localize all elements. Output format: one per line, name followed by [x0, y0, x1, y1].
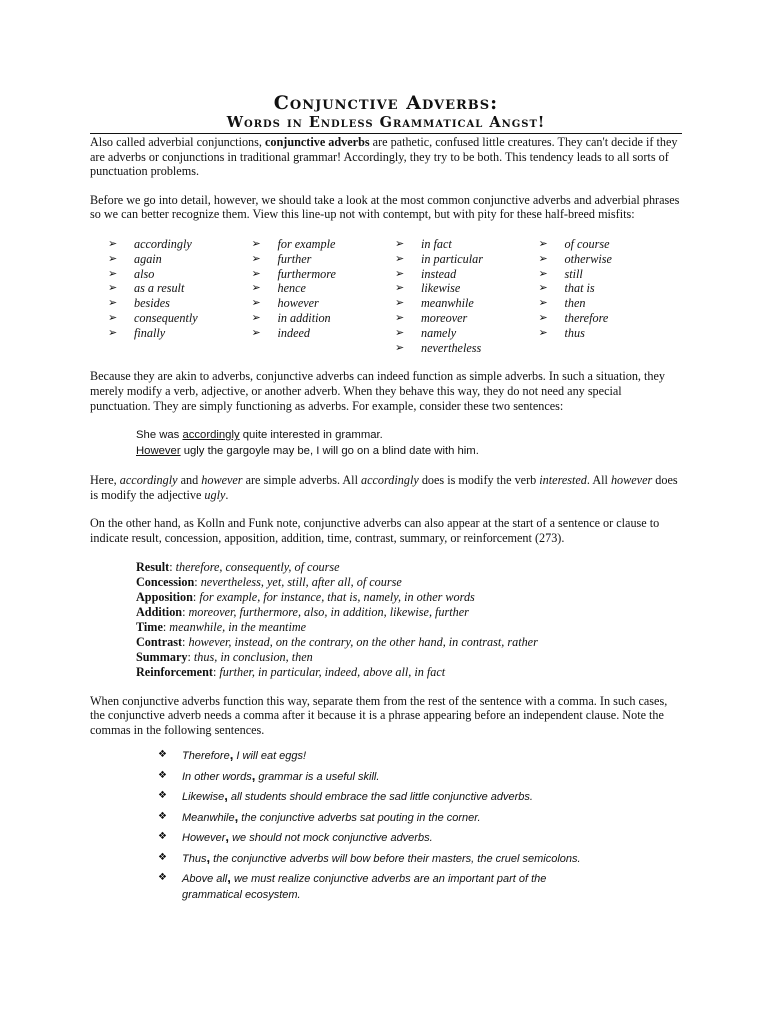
category-items: however, instead, on the contrary, on the other hand, in contrast, rather [188, 634, 538, 649]
example-lead: Therefore [182, 750, 230, 763]
example-rest: grammar is a useful skill. [255, 770, 380, 783]
arrow-bullet-icon: ➢ [538, 325, 548, 339]
arrow-bullet-icon: ➢ [538, 266, 548, 280]
adverb-item [252, 237, 396, 252]
adverb-word: meanwhile [421, 296, 474, 311]
comma-example [158, 829, 682, 847]
comma-example [158, 870, 682, 903]
arrow-bullet-icon: ➢ [395, 266, 405, 280]
example-rest: we must realize conjunctive adverbs are an important part of the grammatical ecosystem. [182, 873, 547, 901]
example-comma: , [234, 808, 239, 824]
comma-example-text [182, 788, 602, 806]
adverb-item [539, 281, 683, 296]
comma-example [158, 747, 682, 765]
adverb-item [252, 326, 396, 341]
adverb-word: again [134, 251, 162, 266]
example-comma: , [229, 747, 234, 763]
arrow-bullet-icon: ➢ [251, 236, 261, 250]
arrow-bullet-icon: ➢ [251, 325, 261, 339]
example-comma: , [224, 788, 228, 804]
adverb-columns [108, 237, 682, 355]
arrow-bullet-icon: ➢ [395, 325, 405, 339]
expl-text: does is modify the verb [418, 473, 540, 488]
example-lead: In other words [182, 770, 252, 783]
adverb-word: in addition [277, 310, 331, 325]
diamond-bullet-icon: ❖ [158, 810, 167, 822]
adverb-item [539, 252, 683, 267]
document-page [90, 92, 682, 906]
simple-examples [136, 427, 682, 459]
arrow-bullet-icon: ➢ [395, 281, 405, 295]
comma-example-text [182, 850, 602, 868]
adverb-word: in particular [421, 251, 483, 266]
arrow-bullet-icon: ➢ [395, 251, 405, 265]
adverb-item [395, 326, 539, 341]
adverb-item [395, 281, 539, 296]
expl-italic: accordingly [119, 473, 178, 488]
diamond-bullet-icon: ❖ [158, 769, 167, 781]
adverb-item [252, 311, 396, 326]
adverb-item [252, 281, 396, 296]
example-lead: However [182, 832, 226, 845]
adverb-item [539, 326, 683, 341]
adverb-word: therefore [564, 310, 609, 325]
category-line: Summary: thus, in conclusion, then [136, 649, 313, 664]
category-items: therefore, consequently, of course [175, 559, 340, 574]
adverb-item [108, 311, 252, 326]
comma-example-text [182, 870, 602, 903]
comma-example [158, 788, 682, 806]
adverb-word: however [277, 296, 319, 311]
example-lead: Thus [182, 852, 207, 865]
adverb-column [252, 237, 396, 355]
category-items: moreover, furthermore, also, in addition, likewise, further [188, 604, 469, 619]
arrow-bullet-icon: ➢ [108, 236, 118, 250]
diamond-bullet-icon: ❖ [158, 851, 167, 863]
adverb-word: furthermore [277, 266, 336, 281]
arrow-bullet-icon: ➢ [538, 296, 548, 310]
adverb-word: then [564, 296, 586, 311]
adverb-word: further [277, 251, 312, 266]
simple-adverb-paragraph: Because they are akin to adverbs, conjunctive adverbs can indeed function as simple adverbs. In such a situation, they merely modify a verb, adjective, or another adverb. When they behave this way, they do not need any special punctuation. They are simply functioning as adverbs. For example, consider these two sentences: [90, 369, 665, 413]
adverb-word: of course [564, 236, 610, 251]
adverb-word: consequently [134, 310, 198, 325]
category-line: Apposition: for example, for instance, that is, namely, in other words [136, 589, 475, 604]
adverb-item [539, 311, 683, 326]
page-subtitle: Words in Endless Grammatical Angst! [90, 114, 682, 134]
arrow-bullet-icon: ➢ [538, 310, 548, 324]
comma-example [158, 809, 682, 827]
adverb-word: besides [134, 296, 170, 311]
example-2-end: ugly the gargoyle may be, I will go on a blind date with him. [180, 445, 479, 458]
diamond-bullet-icon: ❖ [158, 749, 167, 761]
intro-paragraph [90, 135, 682, 179]
arrow-bullet-icon: ➢ [251, 266, 261, 280]
category-label: Addition [136, 604, 183, 619]
diamond-bullet-icon: ❖ [158, 831, 167, 843]
example-lead: Above all [182, 873, 228, 886]
adverb-item [252, 267, 396, 282]
adverb-item [252, 252, 396, 267]
arrow-bullet-icon: ➢ [108, 296, 118, 310]
category-items: thus, in conclusion, then [193, 649, 313, 664]
category-line: Contrast: however, instead, on the contrary, on the other hand, in contrast, rather [136, 634, 538, 649]
adverb-word: instead [421, 266, 457, 281]
page-title: Conjunctive Adverbs: [273, 92, 499, 114]
example-comma: , [225, 829, 230, 845]
expl-text: are simple adverbs. All [242, 473, 362, 488]
example-rest: I will eat eggs! [233, 750, 307, 763]
adverb-item [108, 252, 252, 267]
adverb-word: likewise [421, 281, 461, 296]
adverb-item [108, 267, 252, 282]
adverb-item [108, 237, 252, 252]
arrow-bullet-icon: ➢ [251, 281, 261, 295]
arrow-bullet-icon: ➢ [251, 251, 261, 265]
example-2-underlined: However [136, 445, 181, 458]
intro-bold-term: conjunctive adverbs [264, 135, 370, 149]
expl-text: . [225, 487, 229, 502]
category-items: for example, for instance, that is, namely, in other words [199, 589, 475, 604]
adverb-item [108, 281, 252, 296]
arrow-bullet-icon: ➢ [395, 340, 405, 354]
adverb-word: indeed [277, 325, 310, 340]
expl-text: Here, [90, 473, 120, 488]
adverb-word: in fact [421, 236, 452, 251]
category-items: further, in particular, indeed, above all, in fact [219, 664, 446, 679]
intro-text-start: Also called adverbial conjunctions, [90, 135, 265, 149]
example-rest: all students should embrace the sad little conjunctive adverbs. [227, 791, 533, 804]
adverb-item [539, 267, 683, 282]
example-comma: , [206, 849, 211, 865]
lineup-paragraph: Before we go into detail, however, we should take a look at the most common conjunctive adverbs and adverbial phrases so we can better recognize them. View this line-up not with contempt, but with pity for these half-breed misfits: [90, 192, 680, 222]
comma-rule-paragraph: When conjunctive adverbs function this way, separate them from the rest of the sentence with a comma. In such cases, the conjunctive adverb needs a comma after it because it is a phrase appearing before an independent clause. Note the commas in the following sentences. [90, 693, 668, 737]
adverb-column [539, 237, 683, 355]
category-line: Result: therefore, consequently, of course [136, 559, 340, 574]
example-1-start: She was [136, 429, 183, 442]
example-rest: the conjunctive adverbs will bow before their masters, the cruel semicolons. [210, 852, 581, 865]
adverb-item [395, 237, 539, 252]
arrow-bullet-icon: ➢ [395, 310, 405, 324]
adverb-item [539, 237, 683, 252]
category-line: Addition: moreover, furthermore, also, in addition, likewise, further [136, 604, 469, 619]
expl-text: and [177, 473, 202, 488]
adverb-word: moreover [421, 310, 468, 325]
example-sentence-2 [136, 443, 682, 459]
diamond-bullet-icon: ❖ [158, 872, 167, 884]
adverb-item [108, 296, 252, 311]
example-1-end: quite interested in grammar. [239, 429, 383, 442]
category-label: Result [136, 559, 170, 574]
kolln-funk-paragraph: On the other hand, as Kolln and Funk note, conjunctive adverbs can also appear at the start of a sentence or clause to indicate result, concession, apposition, addition, time, contrast, summary, or reinforcement (273). [90, 516, 660, 545]
expl-italic: ugly [204, 487, 226, 502]
category-label: Apposition [136, 589, 193, 604]
category-items: meanwhile, in the meantime [169, 619, 307, 634]
category-label: Summary [136, 649, 188, 664]
adverb-item [395, 311, 539, 326]
adverb-column [395, 237, 539, 355]
adverb-word: accordingly [134, 236, 192, 251]
category-list [136, 560, 682, 680]
expl-text: does is modify the adjective [90, 473, 678, 502]
comma-example-text [182, 747, 602, 765]
adverb-word: as a result [134, 281, 185, 296]
example-lead: Likewise [182, 791, 225, 804]
adverb-word: that is [564, 281, 595, 296]
comma-example-text [182, 809, 602, 827]
category-line: Concession: nevertheless, yet, still, after all, of course [136, 574, 402, 589]
example-comma: , [251, 767, 256, 783]
category-label: Time [136, 619, 163, 634]
arrow-bullet-icon: ➢ [251, 296, 261, 310]
arrow-bullet-icon: ➢ [538, 281, 548, 295]
adverb-item [395, 252, 539, 267]
comma-examples-list [158, 747, 682, 903]
arrow-bullet-icon: ➢ [395, 236, 405, 250]
example-rest: the conjunctive adverbs sat pouting in the corner. [238, 811, 481, 824]
expl-italic: however [201, 473, 243, 488]
example-lead: Meanwhile [182, 811, 235, 824]
comma-example-text [182, 768, 602, 786]
adverb-word: hence [277, 281, 306, 296]
adverb-item [252, 296, 396, 311]
adverb-word: also [134, 266, 155, 281]
category-label: Concession [136, 574, 195, 589]
category-items: nevertheless, yet, still, after all, of course [200, 574, 402, 589]
adverb-item [108, 326, 252, 341]
arrow-bullet-icon: ➢ [538, 236, 548, 250]
adverb-item [395, 267, 539, 282]
diamond-bullet-icon: ❖ [158, 790, 167, 802]
expl-italic: accordingly [361, 473, 419, 488]
adverb-word: nevertheless [421, 340, 482, 355]
adverb-item [539, 296, 683, 311]
adverb-item [395, 341, 539, 356]
arrow-bullet-icon: ➢ [108, 310, 118, 324]
expl-italic: interested [539, 473, 587, 488]
example-rest: we should not mock conjunctive adverbs. [229, 832, 433, 845]
arrow-bullet-icon: ➢ [108, 266, 118, 280]
comma-example-text [182, 829, 602, 847]
arrow-bullet-icon: ➢ [395, 296, 405, 310]
adverb-word: still [564, 266, 583, 281]
expl-text: . All [586, 473, 611, 488]
explanation-paragraph [90, 473, 682, 502]
expl-italic: however [610, 473, 653, 488]
example-1-underlined: accordingly [182, 429, 240, 442]
category-line: Time: meanwhile, in the meantime [136, 619, 307, 634]
adverb-item [395, 296, 539, 311]
category-label: Reinforcement [136, 664, 213, 679]
arrow-bullet-icon: ➢ [251, 310, 261, 324]
adverb-word: otherwise [564, 251, 612, 266]
adverb-word: for example [277, 236, 336, 251]
category-label: Contrast [136, 634, 183, 649]
comma-example [158, 850, 682, 868]
arrow-bullet-icon: ➢ [108, 281, 118, 295]
arrow-bullet-icon: ➢ [108, 251, 118, 265]
adverb-column [108, 237, 252, 355]
adverb-word: finally [134, 325, 166, 340]
example-comma: , [227, 870, 231, 886]
example-sentence-1 [136, 427, 682, 443]
arrow-bullet-icon: ➢ [108, 325, 118, 339]
comma-example [158, 768, 682, 786]
adverb-word: thus [564, 325, 585, 340]
adverb-word: namely [421, 325, 457, 340]
intro-text-end: are pathetic, confused little creatures. They can't decide if they are adverbs or conjunctions in traditional grammar! Accordingly, they try to be both. This tendency leads to all sorts of punctuation problems. [90, 135, 678, 179]
category-line: Reinforcement: further, in particular, indeed, above all, in fact [136, 664, 446, 679]
arrow-bullet-icon: ➢ [538, 251, 548, 265]
